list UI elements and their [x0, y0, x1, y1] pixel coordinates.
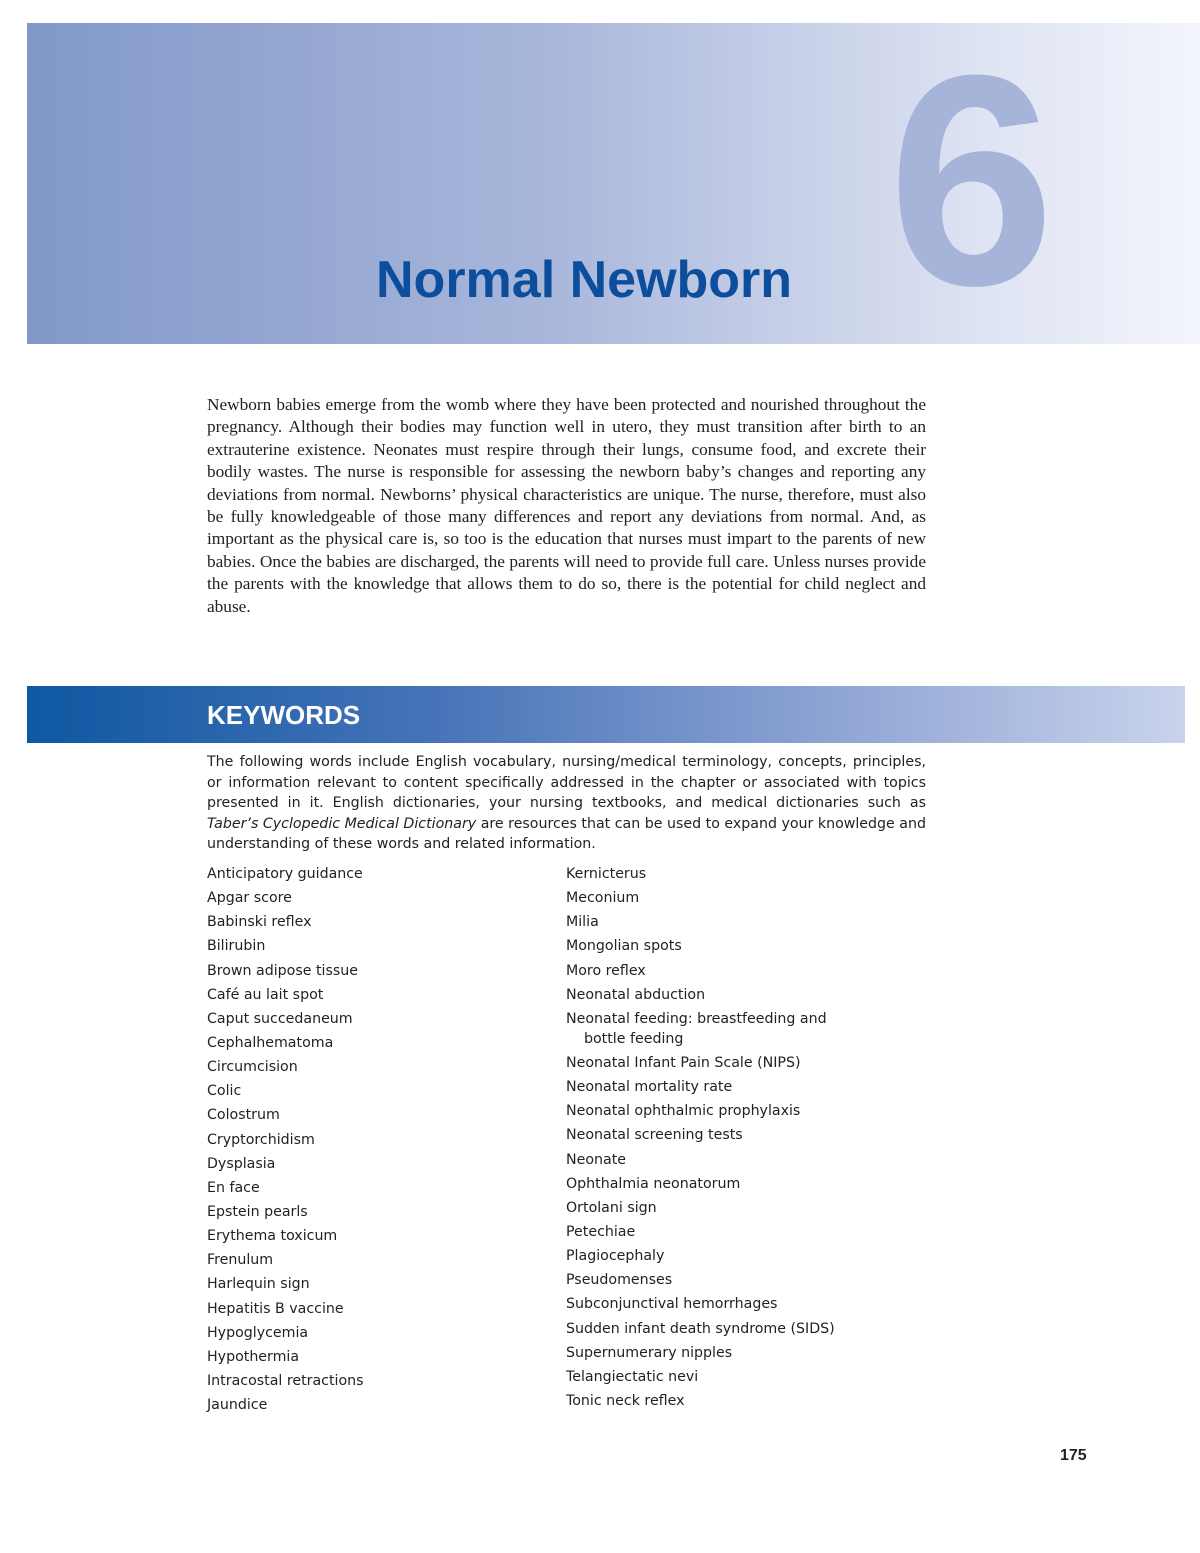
keyword-item: Café au lait spot [207, 986, 324, 1003]
keyword-item: Neonatal screening tests [566, 1127, 743, 1144]
keyword-item: Erythema toxicum [207, 1228, 338, 1245]
keyword-item: Intracostal retractions [207, 1372, 364, 1389]
keyword-item-multiline [566, 1009, 896, 1049]
keywords-intro-start: The following words include English vocabulary, nursing/medical terminology, concepts, principles, or information relevant to content specifically addressed in the chapter or associated with topics presented in it. English dictionaries, your nursing textbooks, and medical dictionaries such as [207, 754, 926, 812]
keyword-item: Neonate [566, 1151, 626, 1168]
keyword-item-continuation: bottle feeding [584, 1030, 684, 1047]
keyword-item: Frenulum [207, 1252, 274, 1269]
keyword-item: Petechiae [566, 1223, 636, 1240]
keyword-item: Pseudomenses [566, 1272, 673, 1289]
keyword-item: Neonatal abduction [566, 986, 706, 1003]
keywords-banner [27, 686, 1185, 743]
keyword-item: Neonatal mortality rate [566, 1079, 733, 1096]
keyword-item-line: Neonatal feeding: breastfeeding and [566, 1010, 827, 1027]
keyword-item: Plagiocephaly [566, 1248, 665, 1265]
keyword-item: Colic [207, 1083, 242, 1100]
keyword-item: Apgar score [207, 890, 292, 907]
keyword-item: Mongolian spots [566, 938, 682, 955]
keyword-item: Neonatal ophthalmic prophylaxis [566, 1103, 801, 1120]
keyword-item: Hypothermia [207, 1348, 300, 1365]
keyword-item: Kernicterus [566, 866, 647, 882]
keyword-item: Tonic neck reflex [566, 1392, 685, 1409]
intro-paragraph: Newborn babies emerge from the womb where they have been protected and nourished throughout the pregnancy. Although their bodies may function well in utero, they must transition after birth to an extrauterine existence. Neonates must respire through their lungs, consume food, and excrete their bodily wastes. The nurse is responsible for assessing the newborn baby’s changes and reporting any deviations from normal. Newborns’ physical characteristics are unique. The nurse, therefore, must also be fully knowledgeable of those many differences and report any deviations from normal. And, as important as the physical care is, so too is the education that nurses must impart to the parents of new babies. Once the babies are discharged, the parents will need to provide full care. Unless nurses provide the parents with the knowledge that allows them to do so, there is the potential for child neglect and abuse. [207, 395, 926, 616]
keyword-item: Jaundice [207, 1397, 268, 1414]
keyword-item: Anticipatory guidance [207, 866, 363, 882]
keyword-item: En face [207, 1179, 260, 1196]
keyword-item: Sudden infant death syndrome (SIDS) [566, 1320, 835, 1337]
keyword-item: Dysplasia [207, 1155, 276, 1172]
keyword-item: Babinski reflex [207, 914, 312, 931]
keywords-left-column [207, 864, 537, 1419]
chapter-title: Normal Newborn [376, 251, 793, 309]
keyword-item: Epstein pearls [207, 1203, 308, 1220]
keyword-item: Colostrum [207, 1107, 280, 1124]
keywords-intro [207, 752, 926, 855]
keyword-item: Cryptorchidism [207, 1131, 315, 1148]
keyword-item: Moro reflex [566, 962, 646, 979]
keyword-item: Ophthalmia neonatorum [566, 1175, 741, 1192]
keyword-item: Bilirubin [207, 938, 266, 955]
keywords-right-column [566, 864, 896, 1415]
keyword-item: Hepatitis B vaccine [207, 1300, 344, 1317]
keyword-item: Subconjunctival hemorrhages [566, 1296, 778, 1313]
keyword-item: Harlequin sign [207, 1276, 310, 1293]
chapter-number: 6 [888, 12, 1055, 348]
keyword-item: Brown adipose tissue [207, 962, 359, 979]
keyword-item: Telangiectatic nevi [566, 1368, 699, 1385]
keyword-item: Hypoglycemia [207, 1324, 309, 1341]
keyword-item: Caput succedaneum [207, 1010, 353, 1027]
keyword-item: Neonatal Infant Pain Scale (NIPS) [566, 1054, 801, 1071]
keyword-item: Supernumerary nipples [566, 1344, 733, 1361]
keyword-item: Circumcision [207, 1059, 298, 1076]
keyword-item: Milia [566, 914, 599, 931]
keywords-intro-book-title: Taber’s Cyclopedic Medical Dictionary [207, 815, 477, 832]
keywords-intro-end: are resources that can be used to expand your knowledge and understanding of these words and related information. [207, 815, 926, 853]
keyword-item: Cephalhematoma [207, 1034, 334, 1051]
keyword-item: Meconium [566, 890, 640, 907]
page-number: 175 [1060, 1447, 1087, 1464]
keywords-heading: KEYWORDS [207, 700, 361, 730]
keyword-item: Ortolani sign [566, 1199, 657, 1216]
